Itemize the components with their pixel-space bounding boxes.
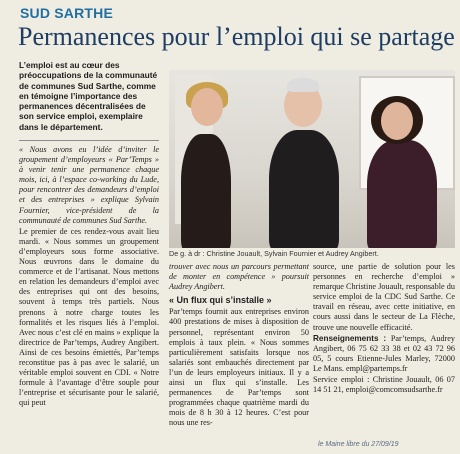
- article-intro: L’emploi est au cœur des préoccupations de la communauté de communes Sud Sarthe, comme en témoigne l’importance des permanences décentralisées de son service emploi, exemplaire dans le département.: [19, 60, 158, 132]
- paragraph: [313, 334, 455, 374]
- paragraph: Le premier de ces rendez-vous avait lieu mardi. « Nous sommes un groupement d’employeurs sous forme associative. Nous œuvrons dans le domaine du commerce et de l’artisanat. Nous mettons en relation les demandeurs d’emploi avec des entreprises qui ont des besoins, souvent à temps très partiels. Nous prenons à notre charge toutes les formalités et les risques liés à l’emploi. Avec nous c’est clé en mains » explique la directrice de Par’temps, Audrey Angibert. Ainsi de ces besoins émiettés, Par’temps reconstitue pas à pas avec le salarié, un véritable emploi souvent en CDI. « Notre formule à l’avantage d’être souple pour l’entreprise et sécurisante pour le salarié, qui peut: [19, 226, 159, 408]
- paragraph: « Nous avons eu l’idée d’inviter le groupement d’employeurs « Par’Temps » à venir tenir une permanence chaque mois, ici, à l’espace co-working du Lude, pour rencontrer des demandeurs d’emploi et des entreprises » explique Sylvain Fournier, vice-président de la communauté de communes Sud Sarthe.: [19, 145, 159, 225]
- section-label: SUD SARTHE: [20, 5, 114, 21]
- article-column-right: [313, 262, 455, 396]
- paragraph: Par’temps fournit aux entreprises environ 400 prestations de mises à disposition de personnel, représentant environ 50 emplois à taux plein. « Nous sommes particulièrement satisfaits lorsque nos salariés sont embauchés directement par l’un de leurs employeurs initiaux. Il y a ainsi un flux qui s’installe. Les permanences de Par’temps sont programmées chaque quatrième mardi du mois de 8 h 30 à 12 heures. C’est pour nous une res-: [169, 307, 309, 428]
- face-right: [381, 102, 413, 140]
- article-title: Permanences pour l’emploi qui se partage: [18, 22, 455, 51]
- info-label: Renseignements :: [313, 333, 387, 343]
- face-left: [191, 88, 223, 126]
- person-middle: [269, 130, 339, 248]
- article-column-left: [19, 145, 159, 409]
- subheading: « Un flux qui s’installe »: [169, 295, 272, 306]
- photo-caption: De g. à dr : Christine Jouault, Sylvain Fournier et Audrey Angibert.: [169, 249, 379, 258]
- person-right: [367, 140, 437, 248]
- handwritten-source-note: le Maine libre du 27/09/19: [318, 441, 399, 448]
- person-left: [181, 134, 231, 248]
- article-photo: [169, 70, 455, 248]
- info-text: Par’temps, Audrey Angibert, 06 75 62 33 38 et 02 43 72 96 05, 5 cours Etienne-Jules Marley, 72000 Le Mans. empl@partemps.fr: [313, 333, 455, 373]
- paragraph: trouver avec nous un parcours permettant de monter en compétence » poursuit Audrey Angibert.: [169, 262, 309, 292]
- paragraph: Service emploi : Christine Jouault, 06 07 14 51 21, emploi@comcomsudsarthe.fr: [313, 375, 455, 395]
- paragraph: source, une partie de solution pour les personnes en recherche d’emploi » remarque Christine Jouault, responsable du service emploi de la CDC Sud Sarthe. Ce travail en réseau, avec cette initiative, en cours aussi dans le secteur de La Flèche, trouve une nouvelle efficacité.: [313, 262, 455, 332]
- hair-middle: [287, 78, 319, 92]
- intro-divider: [19, 140, 159, 141]
- article-column-middle: [169, 262, 309, 430]
